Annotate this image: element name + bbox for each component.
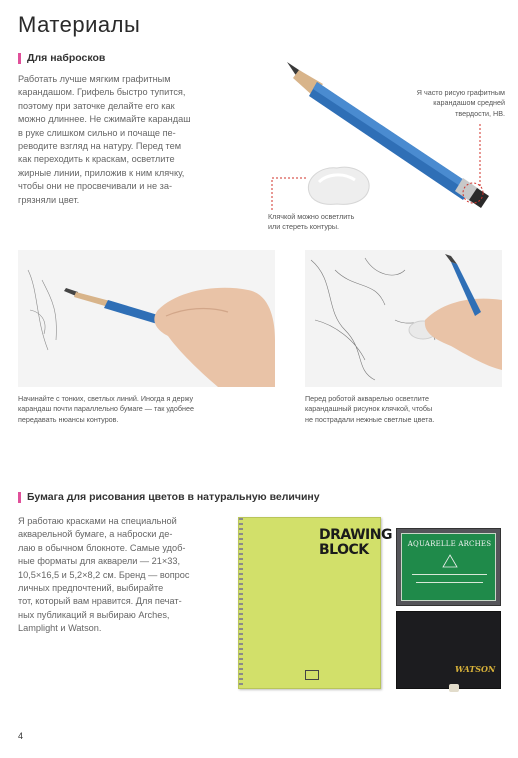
text-line: Начинайте с тонких, светлых линий. Иногда я держу — [18, 394, 194, 403]
pencil-note — [380, 88, 505, 119]
photo-eraser-on-sketch-image — [305, 250, 502, 387]
watson-pad — [396, 611, 501, 689]
photo-hand-sketching-image — [18, 250, 275, 387]
pencil-note-connector — [468, 124, 490, 188]
arches-emblem-icon — [442, 554, 458, 568]
text-line: в руке слишком сильно и почаще пе- — [18, 127, 176, 138]
text-line: карандашом средней — [433, 98, 505, 108]
text-line: можно длиннее. Не сжимайте карандаш — [18, 114, 191, 125]
eraser-note-connector — [268, 176, 308, 212]
section-heading-sketch-text: Для набросков — [27, 52, 106, 64]
text-line: чтобы они не просвечивали и не за- — [18, 181, 173, 192]
text-line: Lamplight и Watson. — [18, 623, 102, 634]
heading-accent-bar — [18, 53, 21, 64]
text-line: 10,5×16,5 и 5,2×8,2 см. Бренд — вопрос — [18, 569, 190, 580]
section-heading-sketch — [18, 52, 105, 64]
paper-body-text — [18, 515, 238, 636]
text-line: акварельной бумаге, а наброски де- — [18, 529, 173, 540]
text-line: карандаш почти параллельно бумаге — так удобнее — [18, 404, 194, 414]
text-line: поэтому при заточке делайте его как — [18, 100, 175, 111]
kneaded-eraser-illustration — [303, 160, 375, 208]
spiral-binding — [239, 518, 243, 688]
heading-accent-bar — [18, 492, 21, 503]
text-line: твердости, HB. — [455, 108, 505, 118]
text-line: ные форматы для акварели — 21×33, — [18, 556, 181, 567]
text-line: Перед роботой акварелью осветлите — [305, 394, 429, 403]
section-heading-paper-text: Бумага для рисования цветов в натуральную величину — [27, 491, 320, 503]
eraser-note — [268, 212, 408, 233]
section-heading-paper — [18, 491, 320, 503]
photo-left-caption — [18, 394, 275, 425]
text-line: личных предпочтений, выбирайте — [18, 583, 164, 594]
text-line: Я работаю красками на специальной — [18, 516, 177, 526]
text-line: грязняли цвет. — [18, 194, 80, 205]
drawing-block-label — [319, 527, 392, 558]
watson-clip — [449, 684, 459, 692]
text-line: тот, который вам нравится. Для печат- — [18, 596, 182, 607]
text-line: Я часто рисую графитным — [416, 88, 505, 97]
photo-right-caption — [305, 394, 502, 425]
text-line: передавать нюансы контуров. — [18, 414, 119, 424]
arches-cover — [401, 533, 496, 601]
text-line: карандашный рисунок клячкой, чтобы — [305, 404, 433, 414]
text-line: DRAWING — [319, 527, 392, 543]
text-line: как переходить к краскам, осветлите — [18, 154, 175, 165]
text-line: ных публикаций я выбираю Arches, — [18, 609, 170, 620]
sketch-body-text — [18, 73, 278, 207]
photo-hand-sketching — [18, 250, 275, 387]
text-line: реводите взгляд на натуру. Перед тем — [18, 141, 182, 152]
text-line: лаю в обычном блокноте. Самые удоб- — [18, 542, 186, 553]
text-line: BLOCK — [319, 542, 369, 558]
arches-label: AQUARELLE ARCHES — [407, 540, 492, 548]
text-line: Клячкой можно осветлить — [268, 212, 355, 221]
text-line: или стереть контуры. — [268, 222, 340, 232]
text-line: Работать лучше мягким графитным — [18, 74, 171, 84]
text-line: жирные линии, приложив к ним клячку, — [18, 167, 185, 178]
watson-label: WATSON — [455, 664, 496, 674]
arches-pad — [396, 528, 501, 606]
drawing-block-pad — [238, 517, 392, 689]
text-line: карандашом. Грифель быстро тупится, — [18, 87, 186, 98]
page-number: 4 — [18, 731, 24, 741]
page-title: Материалы — [18, 12, 141, 37]
text-line: не пострадали нежные светлые цвета. — [305, 414, 435, 424]
drawing-block-stamp — [305, 670, 319, 680]
photo-eraser-on-sketch — [305, 250, 502, 387]
